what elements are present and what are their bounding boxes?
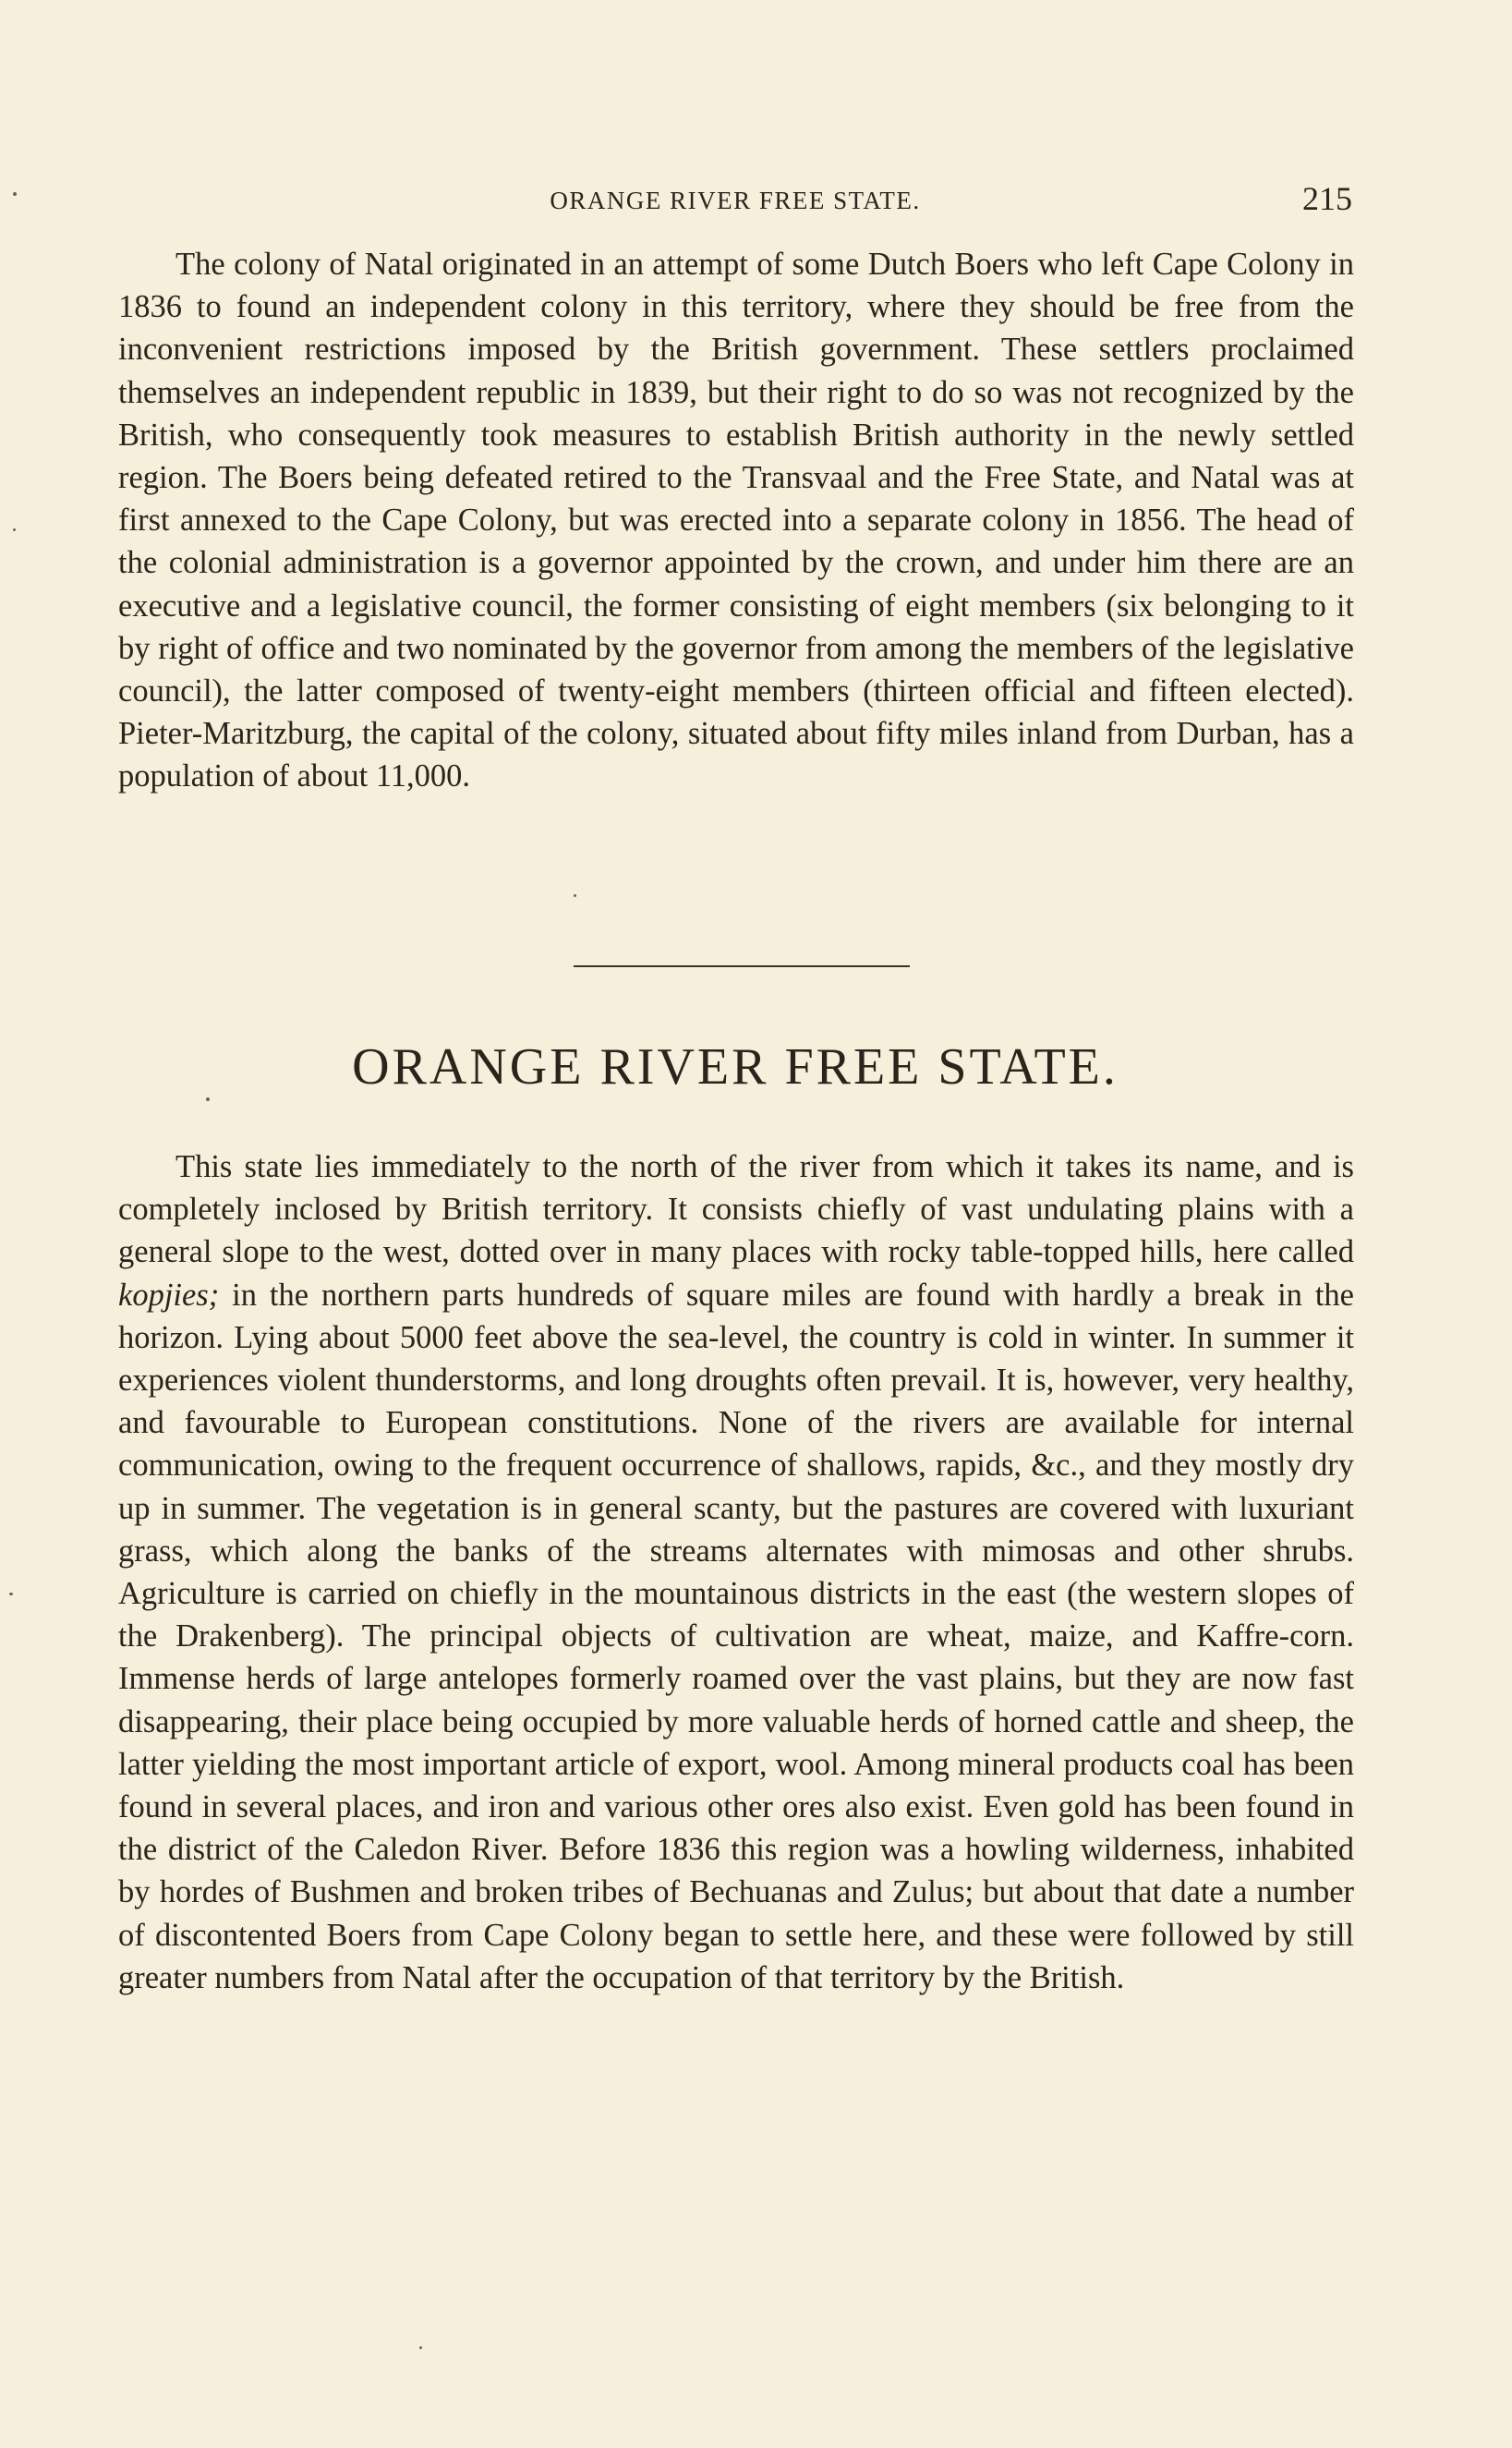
running-title: ORANGE RIVER FREE STATE. — [550, 187, 921, 214]
section-heading: ORANGE RIVER FREE STATE. — [352, 1038, 1119, 1096]
running-head — [118, 181, 1352, 218]
natal-paragraph: The colony of Natal originated in an attempt of some Dutch Boers who left Cape Colony in 1836 to found an independent colony in this territory, where they should be free from the inconvenient restrictions imposed by the British government. These settlers proclaimed themselves an independent republic in 1839, but their right to do so was not recognized by the British, who consequently took measures to establish British authority in the newly settled region. The Boers being defeated retired to the Transvaal and the Free State, and Natal was at first annexed to the Cape Colony, but was erected into a separate colony in 1856. The head of the colonial administration is a governor appointed by the crown, and under him there are an executive and a legislative council, the former consisting of eight members (six belonging to it by right of office and two nominated by the governor from among the members of the legislative council), the latter composed of twenty-eight members (thirteen official and fifteen elected). Pieter-Maritzburg, the capital of the colony, situated about fifty miles inland from Durban, has a population of about 11,000. — [118, 247, 1354, 794]
speck — [13, 528, 16, 531]
speck — [206, 1097, 210, 1101]
italic-term: kopjies; — [118, 1277, 220, 1313]
orange-river-paragraph — [118, 1145, 1354, 1999]
speck — [9, 1593, 13, 1595]
speck — [13, 192, 17, 196]
speck — [419, 2346, 422, 2349]
speck — [574, 894, 576, 897]
section-divider — [574, 965, 910, 967]
page-number: 215 — [1302, 180, 1352, 217]
paragraph-text-end: in the northern parts hundreds of square miles are found with hardly a break in the horizon. Lying about 5000 feet above the sea-level, the country is cold in winter. In summer it experiences violent thunderstorms, and long droughts often prevail. It is, however, very healthy, and favourable to European constitutions. None of the rivers are available for internal communication, owing to the frequent occurrence of shallows, rapids, &c., and they mostly dry up in summer. The vegetation is in general scanty, but the pastures are covered with luxuriant grass, which along the banks of the streams alternates with mimosas and other shrubs. Agriculture is carried on chiefly in the mountainous districts in the east (the western slopes of the Drakenberg). The principal objects of cultivation are wheat, maize, and Kaffre-corn. Immense herds of large antelopes formerly roamed over the vast plains, but they are now fast disappearing, their place being occupied by more valuable herds of horned cattle and sheep, the latter yielding the most important article of export, wool. Among mineral products coal has been found in several places, and iron and various other ores also exist. Even gold has been found in the district of the Caledon River. Before 1836 this region was a howling wilderness, inhabited by hordes of Bushmen and broken tribes of Bechuanas and Zulus; but about that date a number of discontented Boers from Cape Colony began to settle here, and these were followed by still greater numbers from Natal after the occupation of that territory by the British. — [118, 1277, 1354, 1995]
paragraph-text-start: This state lies immediately to the north of the river from which it takes its name, and is completely inclosed by British territory. It consists chiefly of vast undulating plains with a general slope to the west, dotted over in many places with rocky table-topped hills, here called — [118, 1149, 1354, 1270]
